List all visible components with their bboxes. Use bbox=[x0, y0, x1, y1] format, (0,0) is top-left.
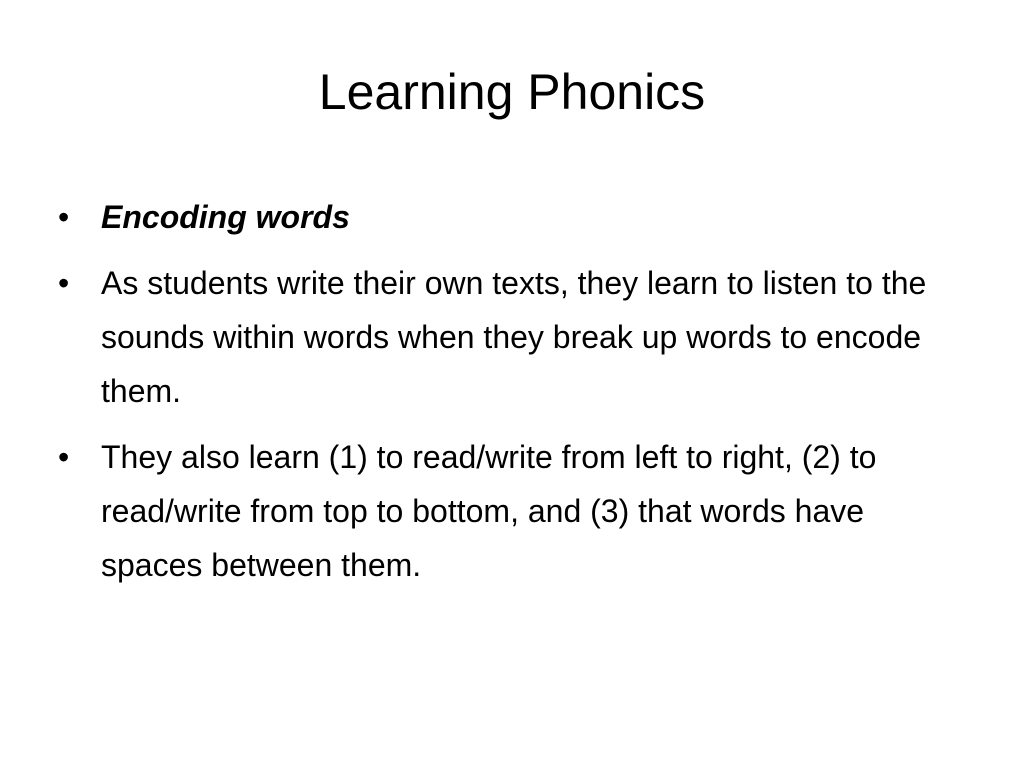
bullet-text: Encoding words bbox=[101, 199, 350, 235]
slide-title: Learning Phonics bbox=[318, 64, 706, 120]
bullet-marker: • bbox=[58, 439, 70, 475]
bullet-text: They also learn (1) to read/write from left to right, (2) to read/write from top to bottom, and (3) that words have spaces between them. bbox=[101, 439, 877, 583]
bullet-text: As students write their own texts, they learn to listen to the sounds within words when they break up words to encode them. bbox=[101, 265, 927, 409]
bullet-item-listen-sounds bbox=[58, 256, 938, 418]
bullet-list bbox=[58, 190, 938, 604]
bullet-marker: • bbox=[58, 265, 70, 301]
bullet-item-encoding-words bbox=[58, 190, 938, 244]
bullet-item-reading-direction bbox=[58, 430, 938, 592]
bullet-marker: • bbox=[58, 199, 70, 235]
